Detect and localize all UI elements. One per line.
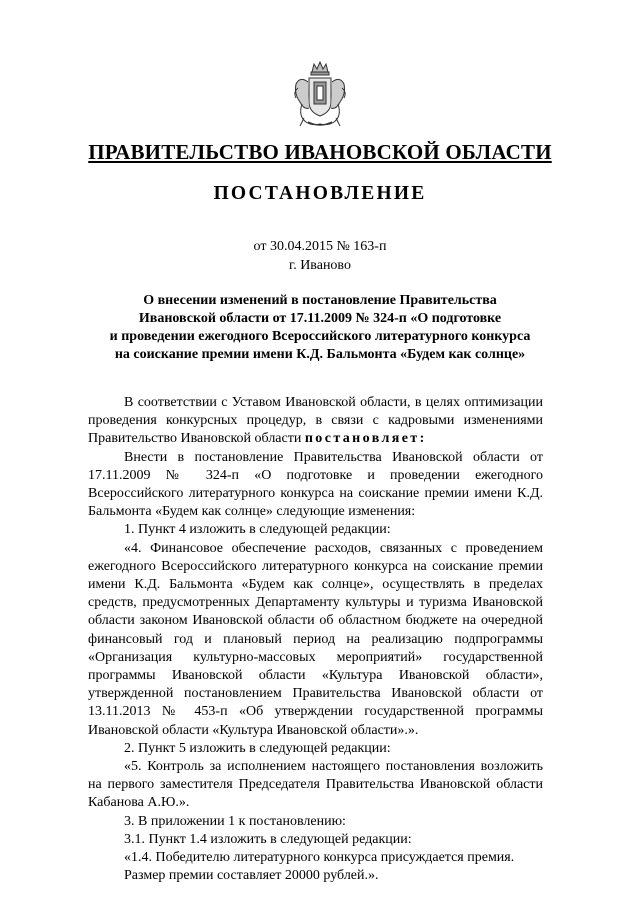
subject-line: и проведении ежегодного Всероссийского литературного конкурса xyxy=(109,329,531,344)
body-paragraph: 1. Пункт 4 изложить в следующей редакции: xyxy=(124,522,391,538)
subject-line: Ивановской области от 17.11.2009 № 324-п «О подготовке xyxy=(138,311,502,326)
body-paragraph xyxy=(88,394,543,449)
body-paragraph: 3. В приложении 1 к постановлению: xyxy=(124,813,346,829)
date-number: от 30.04.2015 № 163-п xyxy=(253,239,387,254)
date-block xyxy=(0,237,640,275)
intro-text: В соответствии с Уставом Ивановской области, в целях оптимизации проведения конкурсных процедур, в связи с кадровыми изменениями Правительство Ивановской области xyxy=(88,395,543,447)
decree-word: постановляет: xyxy=(304,431,427,447)
city: г. Иваново xyxy=(289,258,351,273)
body-paragraph: 2. Пункт 5 изложить в следующей редакции: xyxy=(124,740,391,756)
government-title: ПРАВИТЕЛЬСТВО ИВАНОВСКОЙ ОБЛАСТИ xyxy=(88,140,552,164)
body-paragraph: 3.1. Пункт 1.4 изложить в следующей редакции: xyxy=(124,831,412,847)
body-paragraph: Внести в постановление Правительства Ивановской области от 17.11.2009 № 324-п «О подготовке и проведении ежегодного Всероссийского литературного конкурса на соискание премии имени К.Д. Бальмонта «Будем как солнце» следующие изменения: xyxy=(88,449,543,520)
subject-line: О внесении изменений в постановление Правительства xyxy=(143,293,497,308)
subject-line: на соискание премии имени К.Д. Бальмонта «Будем как солнце» xyxy=(114,347,526,362)
body-paragraph: «1.4. Победителю литературного конкурса присуждается премия. xyxy=(124,850,515,866)
document-body xyxy=(88,394,543,885)
body-paragraph: Размер премии составляет 20000 рублей.». xyxy=(124,868,379,884)
coat-of-arms-emblem xyxy=(290,58,350,130)
body-paragraph: «4. Финансовое обеспечение расходов, связанных с проведением ежегодного Всероссийского литературного конкурса на соискание премии имени К.Д. Бальмонта «Будем как солнце», осуществлять в пределах средств, предусмотренных Департаменту культуры и туризма Ивановской области законом Ивановской области об областном бюджете на очередной финансовый год и плановый период на реализацию подпрограммы «Организация культурно-массовых мероприятий» государственной программы Ивановской области «Культура Ивановской области», утвержденной постановлением Правительства Ивановской области от 13.11.2013 № 453-п «Об утверждении государственной программы Ивановской области «Культура Ивановской области».». xyxy=(88,540,543,738)
body-paragraph: «5. Контроль за исполнением настоящего постановления возложить на первого заместителя Председателя Правительства Ивановской области Кабанова А.Ю.». xyxy=(88,759,543,811)
document-type-title: ПОСТАНОВЛЕНИЕ xyxy=(213,183,427,204)
document-subject xyxy=(80,292,560,364)
